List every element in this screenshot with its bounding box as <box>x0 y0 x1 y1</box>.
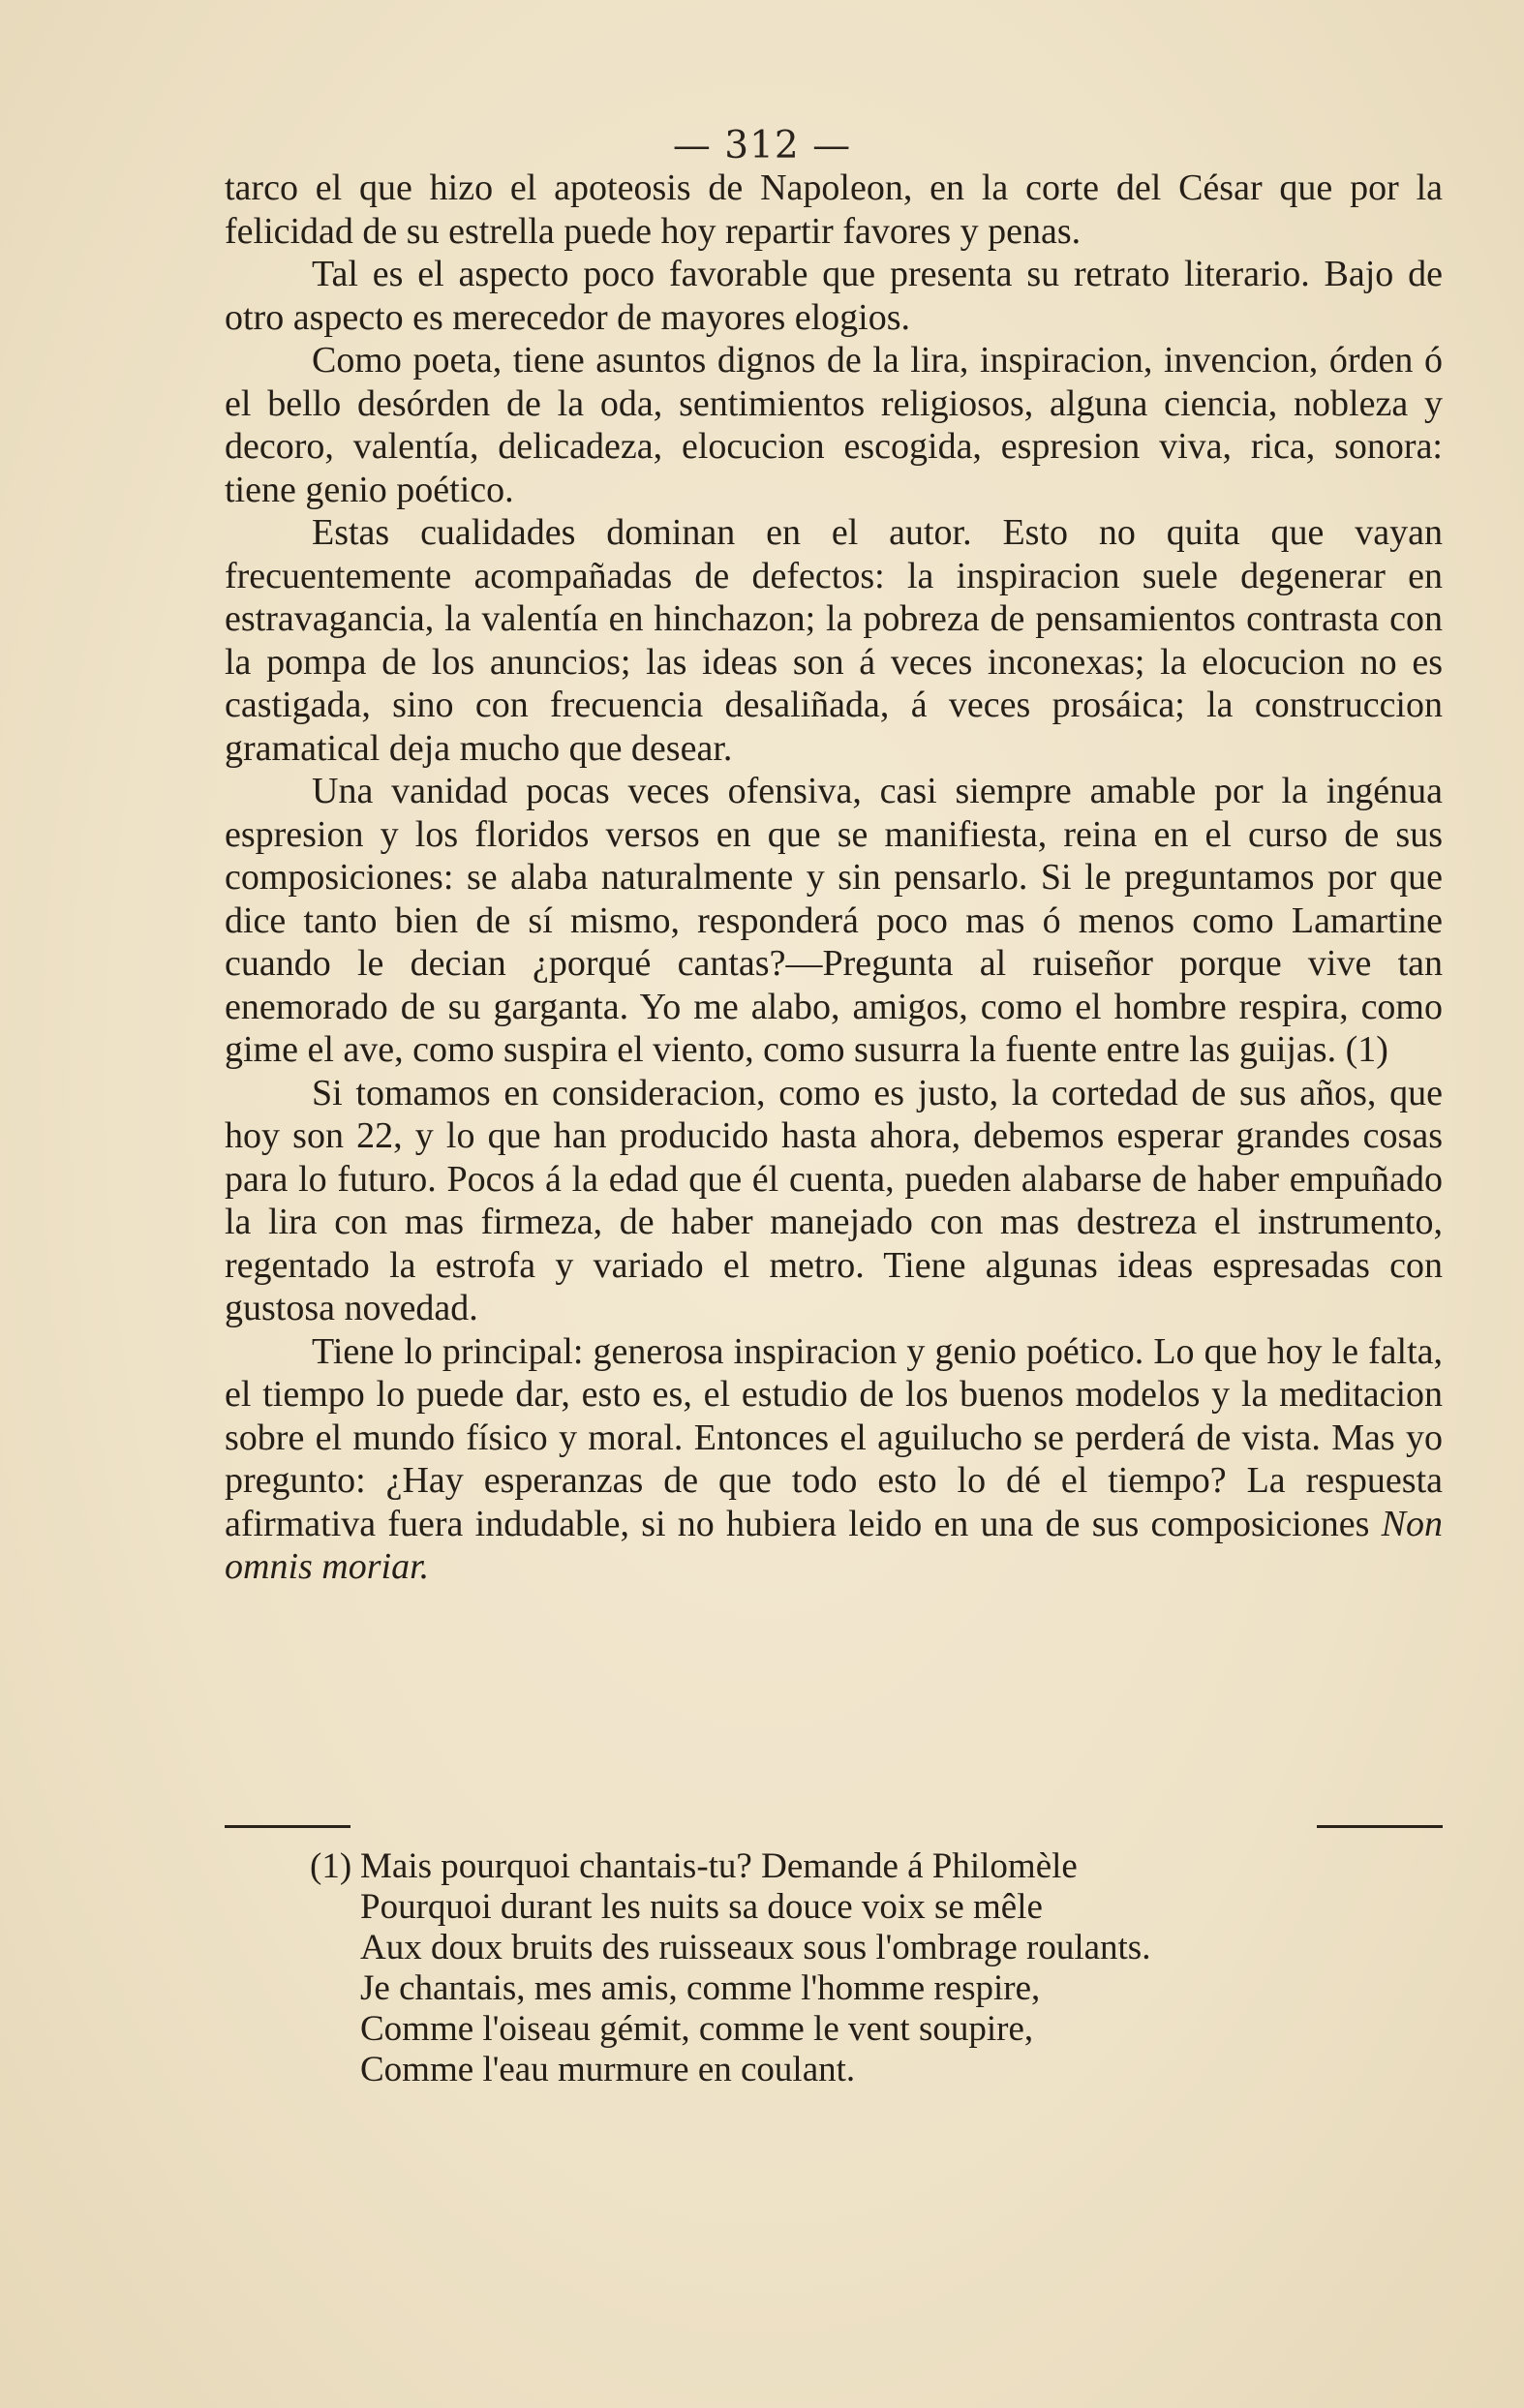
verse-line: Pourquoi durant les nuits sa douce voix se mêle <box>360 1887 1043 1927</box>
body-text <box>225 167 1443 1589</box>
footnote-line <box>310 1887 1423 1928</box>
paragraph-text: Estas cualidades dominan en el autor. Esto no quita que vayan frecuentemente acompañadas de defectos: la inspiracion suele degenerar en estravagancia, la valentía en hinchazon; la pobreza de pensamientos contrasta con la pompa de los anuncios; las ideas son á veces inconexas; la elocucion no es castigada, sino con frecuencia desaliñada, á veces prosáica; la construccion gramatical deja mucho que desear. <box>225 512 1443 769</box>
footnote-rule-left <box>225 1825 351 1828</box>
footnote-separator <box>225 1825 1443 1829</box>
footnote-line <box>310 2050 1423 2090</box>
paragraph-text: Una vanidad pocas veces ofensiva, casi siempre amable por la ingénua espresion y los floridos versos en que se manifiesta, reina en el curso de sus composiciones: se alaba naturalmente y sin pensarlo. Si le preguntamos por que dice tanto bien de sí mismo, responderá poco mas ó menos como Lamartine cuando le decian ¿porqué cantas?—Pregunta al ruiseñor porque vive tan enemorado de su garganta. Yo me alabo, amigos, como el hombre respira, como gime el ave, como suspira el viento, como susurra la fuente entre las guijas. (1) <box>225 771 1443 1070</box>
verse-line: Je chantais, mes amis, comme l'homme respire, <box>360 1968 1041 2008</box>
paragraph-text: Como poeta, tiene asuntos dignos de la lira, inspiracion, invencion, órden ó el bello desórden de la oda, sentimientos religiosos, alguna ciencia, nobleza y decoro, valentía, delicadeza, elocucion escogida, espresion viva, rica, sonora: tiene genio poético. <box>225 340 1443 510</box>
paragraph-text: Si tomamos en consideracion, como es justo, la cortedad de sus años, que hoy son 22, y lo que han producido hasta ahora, debemos esperar grandes cosas para lo futuro. Pocos á la edad que él cuenta, pueden alabarse de haber empuñado la lira con mas firmeza, de haber manejado con mas destreza el instrumento, regentado la estrofa y variado el metro. Tiene algunas ideas espresadas con gustosa novedad. <box>225 1072 1443 1328</box>
paragraph-text: Tiene lo principal: generosa inspiracion y genio poético. Lo que hoy le falta, el tiempo lo puede dar, esto es, el estudio de los buenos modelos y la meditacion sobre el mundo físico y moral. Entonces el aguilucho se perderá de vista. Mas yo pregunto: ¿Hay esperanzas de que todo esto lo dé el tiempo? La respuesta afirmativa fuera indudable, si no hubiera leido en una de sus composiciones <box>225 1330 1443 1544</box>
footnote-marker: (1) <box>310 1846 352 1886</box>
paragraph-5 <box>225 770 1443 1072</box>
footnote-line <box>310 1928 1423 1968</box>
paragraph-text: Tal es el aspecto poco favorable que presenta su retrato literario. Bajo de otro aspecto es merecedor de mayores elogios. <box>225 254 1443 338</box>
footnote-line <box>310 1968 1423 2009</box>
paragraph-7 <box>225 1330 1443 1589</box>
verse-line: Comme l'oiseau gémit, comme le vent soupire, <box>360 2009 1034 2049</box>
verse-line: Comme l'eau murmure en coulant. <box>360 2050 856 2089</box>
paragraph-4 <box>225 511 1443 770</box>
footnote <box>310 1846 1423 2090</box>
footnote-line <box>310 1846 1423 1887</box>
paragraph-text: tarco el que hizo el apoteosis de Napoleon, en la corte del César que por la felicidad de su estrella puede hoy repartir favores y penas. <box>225 168 1443 252</box>
page-number: — 312 — <box>672 124 852 168</box>
footnote-line <box>310 2009 1423 2050</box>
footnote-rule-right <box>1317 1825 1443 1828</box>
paragraph-2 <box>225 253 1443 339</box>
verse-line: Aux doux bruits des ruisseaux sous l'ombrage roulants. <box>360 1928 1151 1967</box>
paragraph-6 <box>225 1072 1443 1330</box>
paragraph-3 <box>225 339 1443 511</box>
paragraph-1 <box>225 167 1443 253</box>
latin-quote: Non omnis moriar. <box>225 1503 1443 1587</box>
verse-line: Mais pourquoi chantais-tu? Demande á Philomèle <box>360 1846 1078 1886</box>
